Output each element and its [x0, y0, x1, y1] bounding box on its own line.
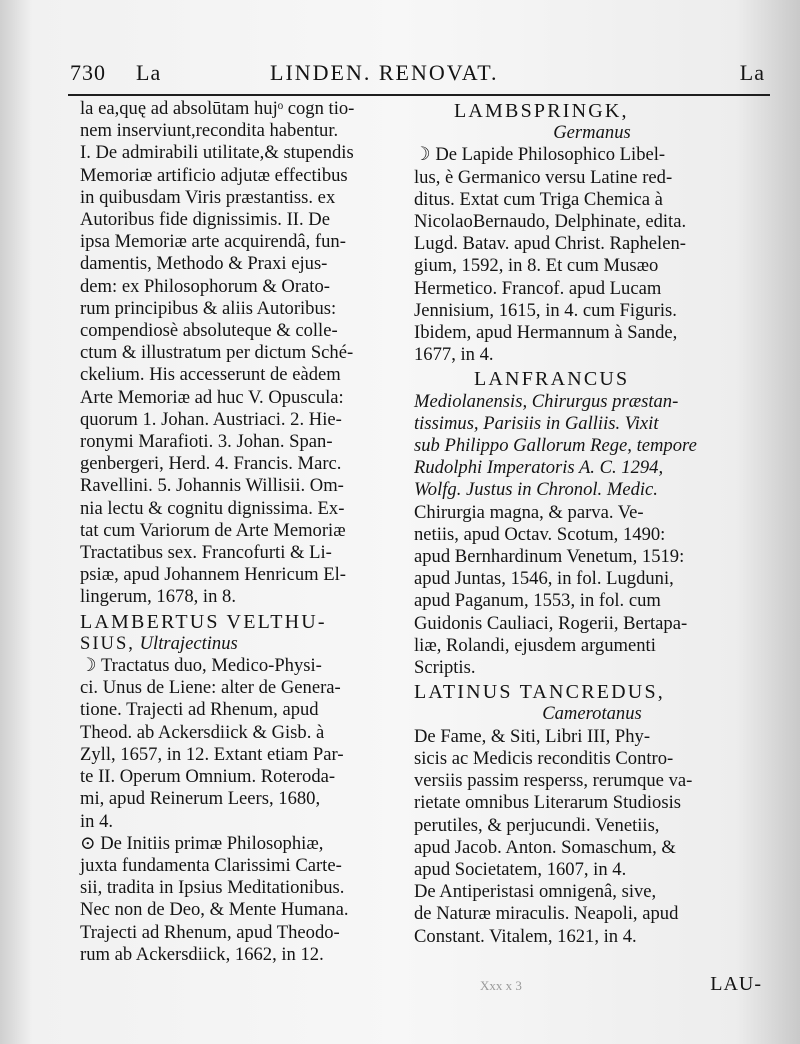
text-line: 1677, in 4. [414, 344, 494, 366]
text-line: Zyll, 1657, in 12. Extant etiam Par- [80, 743, 344, 765]
text-line: te II. Operum Omnium. Roteroda- [80, 766, 336, 788]
text-line: la ea,quę ad absolūtam hujᵒ cogn tio- [80, 98, 355, 119]
entry-origin-line: tissimus, Parisiis in Galliis. Vixit [414, 412, 659, 434]
entry-heading-line2 [80, 633, 414, 655]
entry-origin-line: sub Philippo Gallorum Rege, tempore [414, 435, 697, 457]
text-line: apud Juntas, 1546, in fol. Lugduni, [414, 568, 674, 590]
entry-origin: Germanus [553, 122, 631, 144]
text-line: Nec non de Deo, & Mente Humana. [80, 899, 349, 921]
text-line: Memoriæ artificio adjutæ effectibus [80, 164, 348, 186]
header-rule [68, 94, 770, 96]
text-line: compendiosè absoluteque & colle- [80, 320, 338, 342]
entry-latinus [414, 681, 770, 947]
text-line: gium, 1592, in 8. Et cum Musæo [414, 255, 659, 277]
text-line: NicolaoBernaudo, Delphinate, edita. [414, 211, 687, 233]
entry-lambspringk [414, 100, 770, 366]
text-line: nem inserviunt,recondita habentur. [80, 120, 339, 142]
entry-heading: LAMBERTUS VELTHU- [80, 610, 327, 633]
text-line: Tractatibus sex. Francofurti & Li- [80, 542, 332, 564]
text-line: De Fame, & Siti, Libri III, Phy- [414, 725, 651, 747]
header-right-word: La [739, 60, 765, 85]
text-line: Theod. ab Ackersdiick & Gisb. à [80, 721, 325, 743]
entry-origin: Ultrajectinus [139, 632, 238, 654]
text-line: ☽ De Lapide Philosophico Libel- [414, 144, 666, 166]
text-line: quorum 1. Johan. Austriaci. 2. Hie- [80, 408, 342, 430]
text-line: Hermetico. Francof. apud Lucam [414, 277, 662, 299]
text-line: Trajecti ad Rhenum, apud Theodo- [80, 921, 340, 943]
text-line: in 4. [80, 810, 114, 832]
page-number: 730 [70, 60, 106, 85]
text-line: Ravellini. 5. Johannis Willisii. Om- [80, 475, 344, 497]
text-line: I. De admirabili utilitate,& stupendis [80, 142, 354, 164]
text-line: psiæ, apud Johannem Henricum El- [80, 564, 346, 586]
text-line: apud Societatem, 1607, in 4. [414, 858, 627, 880]
entry-origin-line: Mediolanensis, Chirurgus præstan- [414, 390, 679, 412]
entry-heading: LANFRANCUS [474, 368, 630, 391]
text-line: perutiles, & perjucundi. Venetiis, [414, 814, 660, 836]
entry-heading: LAMBSPRINGK, [454, 100, 629, 122]
text-line: lus, è Germanico versu Latine red- [414, 166, 673, 188]
entry-lambertus [80, 611, 414, 966]
header-title: LINDEN. RENOVAT. [270, 60, 499, 85]
text-line: in quibusdam Viris præstantiss. ex [80, 186, 336, 208]
text-line: mi, apud Reinerum Leers, 1680, [80, 788, 321, 810]
text-line: juxta fundamenta Clarissimi Carte- [80, 854, 342, 876]
text-line: Arte Memoriæ ad huc V. Opuscula: [80, 386, 344, 408]
text-line: tat cum Variorum de Arte Memoriæ [80, 519, 346, 541]
text-line: dem: ex Philosophorum & Orato- [80, 275, 330, 297]
text-line: Guidonis Cauliaci, Rogerii, Bertapa- [414, 612, 688, 634]
text-line: sii, tradita in Ipsius Meditationibus. [80, 877, 345, 899]
entry-lanfrancus [414, 368, 770, 679]
header-left-word: La [136, 60, 162, 85]
text-line: netiis, apud Octav. Scotum, 1490: [414, 523, 666, 545]
text-line: ☽ Tractatus duo, Medico-Physi- [80, 655, 322, 677]
entry-heading-name: SIUS, [80, 632, 135, 654]
text-line: Chirurgia magna, & parva. Ve- [414, 501, 644, 523]
text-line: ctum & illustratum per dictum Sché- [80, 342, 354, 364]
text-line: Jennisium, 1615, in 4. cum Figuris. [414, 299, 677, 321]
text-line: apud Bernhardinum Venetum, 1519: [414, 546, 685, 568]
text-line: de Naturæ miraculis. Neapoli, apud [414, 903, 679, 925]
text-line: tione. Trajecti ad Rhenum, apud [80, 699, 319, 721]
text-line: rum ab Ackersdiick, 1662, in 12. [80, 943, 324, 965]
catchword: LAU- [710, 973, 762, 995]
text-line: ditus. Extat cum Triga Chemica à [414, 188, 663, 210]
text-line: Scriptis. [414, 657, 476, 679]
text-line: ipsa Memoriæ arte acquirendâ, fun- [80, 231, 346, 253]
running-header [70, 60, 765, 94]
entry-heading: LATINUS TANCREDUS, [414, 681, 665, 704]
entry-origin-line: Rudolphi Imperatoris A. C. 1294, [414, 457, 664, 479]
text-line: Lugd. Batav. apud Christ. Raphelen- [414, 233, 686, 255]
left-column [80, 98, 414, 966]
right-column [414, 98, 770, 948]
text-line: genbergeri, Herd. 4. Francis. Marc. [80, 453, 342, 475]
text-line: damentis, Methodo & Praxi ejus- [80, 253, 328, 275]
text-line: ronymi Marafioti. 3. Johan. Span- [80, 431, 333, 453]
text-line: Constant. Vitalem, 1621, in 4. [414, 925, 637, 947]
text-line: rietate omnibus Literarum Studiosis [414, 792, 681, 814]
text-line: nia lectu & cognitu dignissima. Ex- [80, 497, 345, 519]
entry-origin: Camerotanus [542, 703, 642, 725]
text-line: lingerum, 1678, in 8. [80, 586, 236, 608]
text-line: Ibidem, apud Hermannum à Sande, [414, 322, 678, 344]
text-line: ci. Unus de Liene: alter de Genera- [80, 677, 341, 699]
text-line: Autoribus fide dignissimis. II. De [80, 209, 330, 231]
text-line: ckelium. His accesserunt de eàdem [80, 364, 341, 386]
text-line: apud Paganum, 1553, in fol. cum [414, 590, 661, 612]
text-line: rum principibus & aliis Autoribus: [80, 297, 337, 319]
text-line: apud Jacob. Anton. Somaschum, & [414, 836, 676, 858]
text-line: De Antiperistasi omnigenâ, sive, [414, 881, 657, 903]
text-line: liæ, Rolandi, ejusdem argumenti [414, 634, 656, 656]
text-line: sicis ac Medicis reconditis Contro- [414, 747, 674, 769]
entry-origin-line: Wolfg. Justus in Chronol. Medic. [414, 479, 658, 501]
continued-entry-text [80, 98, 414, 609]
text-line: ⊙ De Initiis primæ Philosophiæ, [80, 832, 324, 854]
text-line: versiis passim resperss, rerumque va- [414, 770, 693, 792]
signature-mark: Xxx x 3 [480, 978, 522, 993]
